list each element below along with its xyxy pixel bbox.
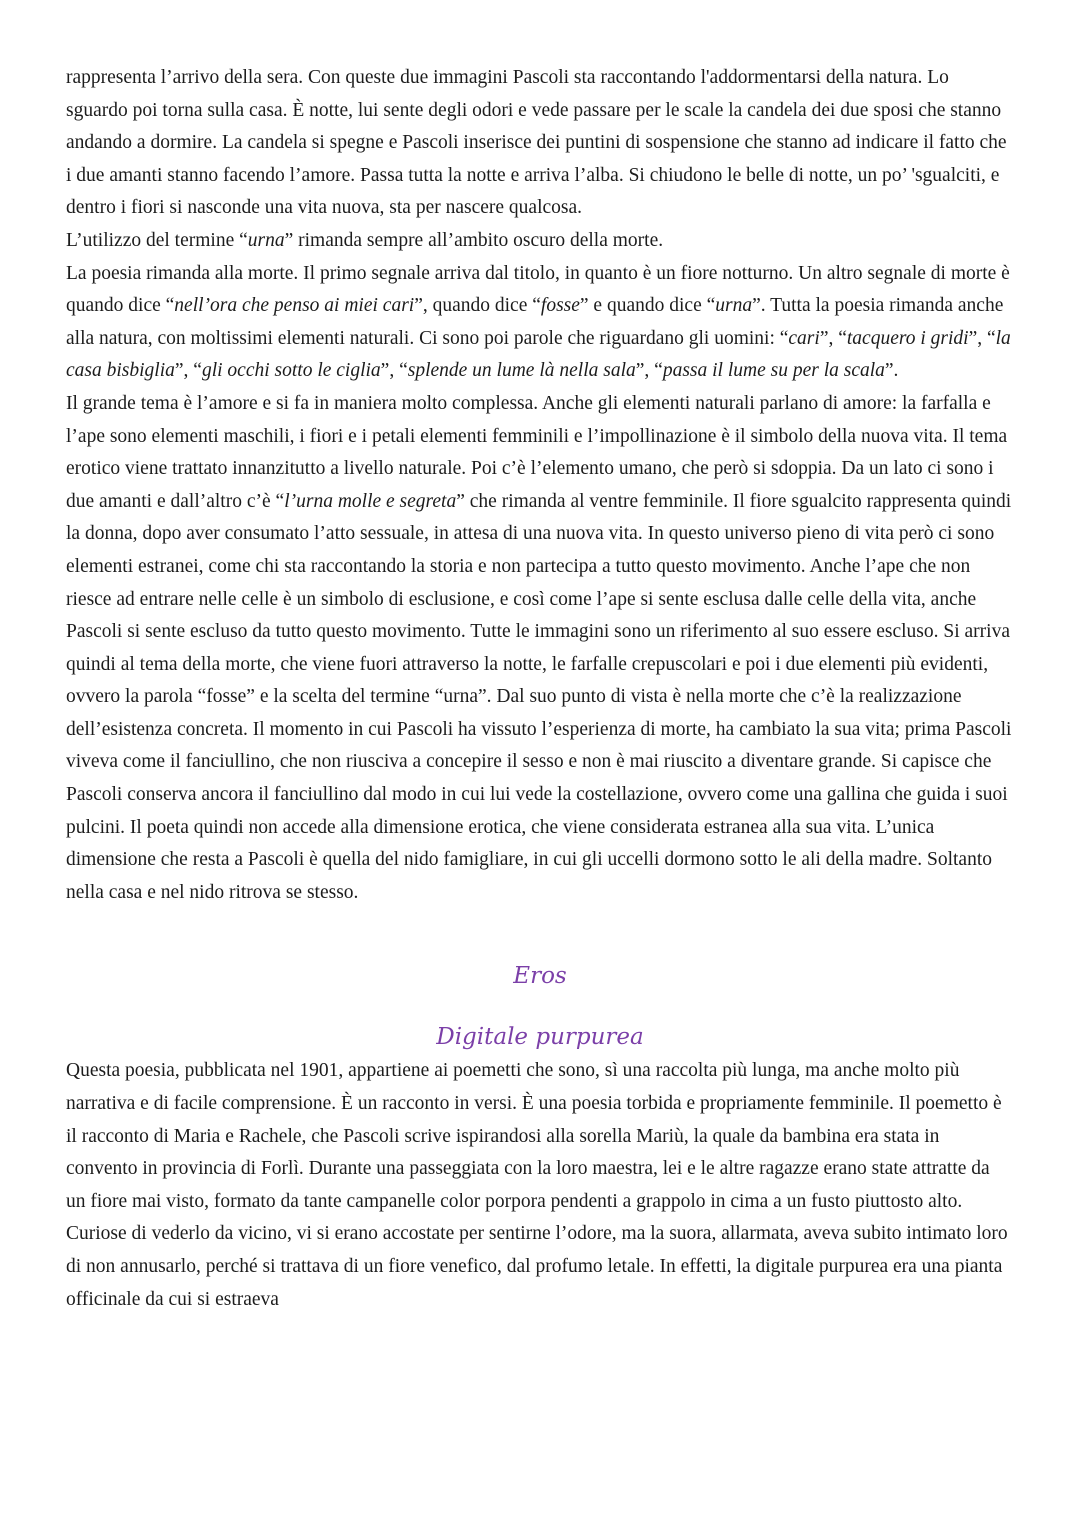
text-segment: ”, “ xyxy=(635,360,663,382)
text-segment: ”. Tutta la poesia rimanda anche alla natura, con moltissimi elementi naturali. Ci sono poi parole che riguardano gli uomini: “ xyxy=(66,295,1004,349)
text-segment: L’utilizzo del termine “ xyxy=(66,229,248,251)
paragraph-2 xyxy=(66,225,1014,258)
italic-quote: urna xyxy=(247,229,285,251)
text-segment: ” rimanda sempre all’ambito oscuro della morte. xyxy=(284,229,664,251)
paragraph-3 xyxy=(66,258,1014,388)
italic-quote: tacquero i gridi xyxy=(846,327,969,349)
text-segment: ” e quando dice “ xyxy=(579,295,716,317)
text-segment: ” che rimanda al ventre femminile. Il fiore sgualcito rappresenta quindi la donna, dopo aver consumato l’atto sessuale, in attesa di una nuova vita. In questo universo pieno di vita però ci sono elementi estranei, come chi sta raccontando la storia e non partecipa a tutto questo movimento. Anche l’ape che non riesce ad entrare nelle celle è un simbolo di esclusione, e così come l’ape si sente esclusa dalle celle della vita, anche Pascoli si sente escluso da tutto questo movimento. Tutte le immagini sono un riferimento al suo essere escluso. Si arriva quindi al tema della morte, che viene fuori attraverso la notte, le farfalle crepuscolari e poi i due elementi più evidenti, ovvero la parola “fosse” e la scelta del termine “urna”. Dal suo punto di vista è nella morte che c’è la realizzazione dell’esistenza concreta. Il momento in cui Pascoli ha vissuto l’esperienza di morte, ha cambiato la sua vita; prima Pascoli viveva come il fanciullino, che non riusciva a concepire il sesso e non è mai riuscito a diventare grande. Si capisce che Pascoli conserva ancora il fanciullino dal modo in cui lui vede la costellazione, ovvero come una gallina che guida i suoi pulcini. Il poeta quindi non accede alla dimensione erotica, che viene considerata estranea alla sua vita. L’unica dimensione che resta a Pascoli è quella del nido famigliare, in cui gli uccelli dormono sotto le ali della madre. Soltanto nella casa e nel nido ritrova se stesso. xyxy=(66,490,1012,903)
section-heading-digitale-purpurea: Digitale purpurea xyxy=(436,1024,644,1051)
text-segment: Il grande tema è l’amore e si fa in maniera molto complessa. Anche gli elementi naturali parlano di amore: la farfalla e l’ape sono elementi maschili, i fiori e i petali elementi femminili e l’impollinazione è il simbolo della nuova vita. Il tema erotico viene trattato innanzitutto a livello naturale. Poi c’è l’elemento umano, che però si sdoppia. Da un lato ci sono i due amanti e dall’altro c’è “ xyxy=(66,392,1008,512)
italic-quote: la casa bisbiglia xyxy=(66,327,1011,382)
text-segment: La poesia rimanda alla morte. Il primo segnale arriva dal titolo, in quanto è un fiore notturno. Un altro segnale di morte è quando dice “ xyxy=(66,262,1010,317)
text-segment: Questa poesia, pubblicata nel 1901, appartiene ai poemetti che sono, sì una raccolta più lunga, ma anche molto più narrativa e di facile comprensione. È un racconto in versi. È una poesia torbida e propriamente femminile. Il poemetto è il racconto di Maria e Rachele, che Pascoli scrive ispirandosi alla sorella Mariù, la quale da bambina era stata in convento in provincia di Forlì. Durante una passeggiata con la loro maestra, lei e le altre ragazze erano state attratte da un fiore mai visto, formato da tante campanelle color porpora pendenti a grappolo in cima a un fusto piuttosto alto. Curiose di vederlo da vicino, vi si erano accostate per sentirne l’odore, ma la suora, allarmata, aveva subito intimato loro di non annusarlo, perché si trattava di un fiore venefico, dal profumo letale. In effetti, la digitale purpurea era una pianta officinale da cui si estraeva xyxy=(66,1060,1008,1310)
italic-quote: l’urna molle e segreta xyxy=(284,490,457,512)
paragraph-1 xyxy=(66,62,1014,225)
italic-quote: cari xyxy=(788,327,820,349)
italic-quote: passa il lume su per la scala xyxy=(662,360,885,382)
italic-quote: nell’ora che penso ai miei cari xyxy=(174,295,415,317)
section-heading-eros: Eros xyxy=(513,963,567,990)
text-segment: rappresenta l’arrivo della sera. Con queste due immagini Pascoli sta raccontando l'addormentarsi della natura. Lo sguardo poi torna sulla casa. È notte, lui sente degli odori e vede passare per le scale la candela dei due sposi che stanno andando a dormire. La candela si spegne e Pascoli inserisce dei puntini di sospensione che stanno ad indicare il fatto che i due amanti stanno facendo l’amore. Passa tutta la notte e arriva l’alba. Si chiudono le belle di notte, un po’ 'sgualciti, e dentro i fiori si nasconde una vita nuova, sta per nascere qualcosa. xyxy=(66,67,1007,219)
paragraph-5 xyxy=(66,1055,1014,1316)
text-segment: ”, “ xyxy=(968,327,996,349)
text-segment: ”, “ xyxy=(174,360,202,382)
paragraph-4 xyxy=(66,388,1014,910)
italic-quote: splende un lume là nella sala xyxy=(407,360,636,382)
text-segment: ”, “ xyxy=(380,360,408,382)
italic-quote: urna xyxy=(715,295,753,317)
text-segment: ”, quando dice “ xyxy=(414,295,541,317)
italic-quote: gli occhi sotto le ciglia xyxy=(201,360,381,382)
italic-quote: fosse xyxy=(540,295,580,317)
text-segment: ”. xyxy=(884,360,899,382)
text-segment: ”, “ xyxy=(819,327,847,349)
document-page xyxy=(66,62,1014,1316)
